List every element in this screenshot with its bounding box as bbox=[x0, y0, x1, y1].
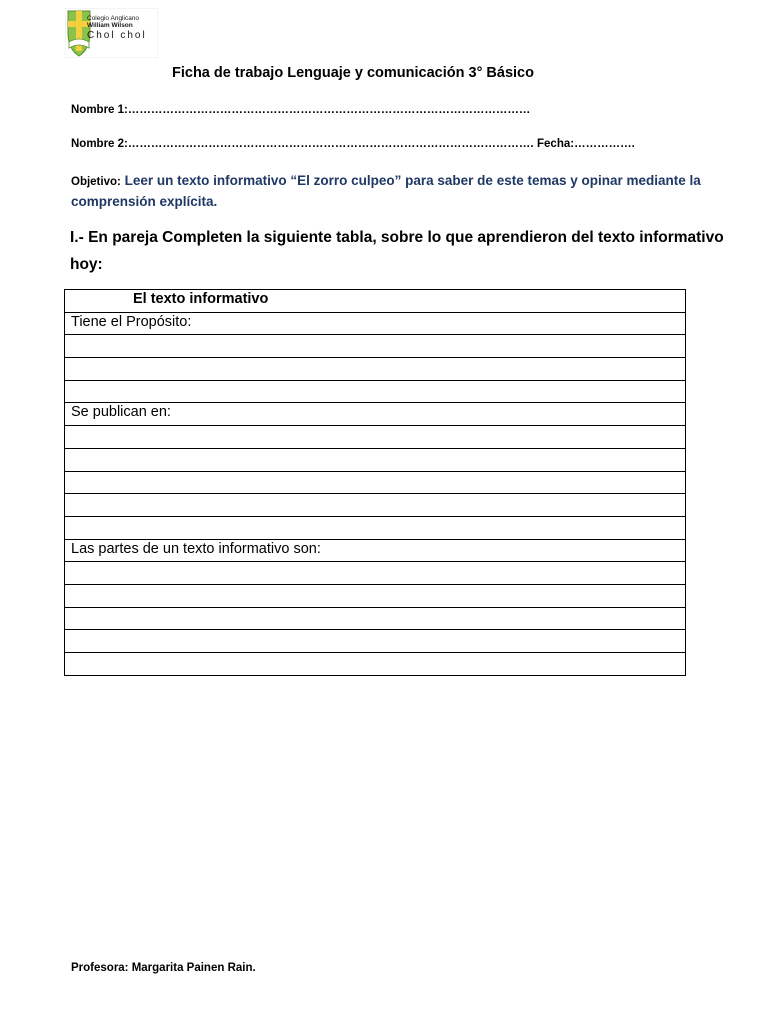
table-row bbox=[65, 448, 686, 471]
publican-label-cell: Se publican en: bbox=[65, 403, 686, 426]
worksheet-table bbox=[64, 289, 686, 676]
table-row bbox=[65, 653, 686, 676]
table-row bbox=[65, 380, 686, 403]
instruction-text: I.- En pareja Completen la siguiente tabla, sobre lo que aprendieron del texto informativo hoy: bbox=[70, 229, 724, 273]
partes-label-cell: Las partes de un texto informativo son: bbox=[65, 539, 686, 562]
logo-text bbox=[87, 16, 157, 41]
answer-cell[interactable] bbox=[65, 335, 686, 358]
proposito-label-cell: Tiene el Propósito: bbox=[65, 312, 686, 335]
table-row bbox=[65, 403, 686, 426]
answer-cell[interactable] bbox=[65, 630, 686, 653]
table-row bbox=[65, 516, 686, 539]
objective-block bbox=[71, 171, 731, 211]
table-header-row bbox=[65, 290, 686, 313]
table-row bbox=[65, 494, 686, 517]
table-row bbox=[65, 607, 686, 630]
answer-cell[interactable] bbox=[65, 494, 686, 517]
answer-cell[interactable] bbox=[65, 584, 686, 607]
table-row bbox=[65, 539, 686, 562]
answer-cell[interactable] bbox=[65, 653, 686, 676]
fecha-field[interactable]: Fecha:……………. bbox=[537, 138, 635, 150]
school-logo bbox=[65, 8, 158, 58]
answer-cell[interactable] bbox=[65, 562, 686, 585]
answer-cell[interactable] bbox=[65, 471, 686, 494]
nombre-2-field[interactable]: Nombre 2:……………………………………………………………………………………………. bbox=[71, 138, 534, 150]
objective-label: Objetivo: bbox=[71, 176, 121, 188]
table-row bbox=[65, 312, 686, 335]
logo-line-3: Chol chol bbox=[87, 29, 147, 41]
logo-line-1: Colegio Anglicano bbox=[87, 15, 140, 22]
teacher-footer: Profesora: Margarita Painen Rain. bbox=[71, 962, 256, 974]
table-row bbox=[65, 471, 686, 494]
objective-text: Leer un texto informativo “El zorro culpeo” para saber de este temas y opinar mediante la comprensión explícita. bbox=[71, 173, 701, 209]
answer-cell[interactable] bbox=[65, 448, 686, 471]
answer-cell[interactable] bbox=[65, 358, 686, 381]
logo-line-2: William Wilson bbox=[87, 21, 133, 29]
table-row bbox=[65, 335, 686, 358]
table-header-cell: El texto informativo bbox=[65, 290, 686, 313]
answer-cell[interactable] bbox=[65, 516, 686, 539]
nombre-1-field[interactable]: Nombre 1:…………………………………………………………………………………………… bbox=[71, 104, 531, 116]
table-row bbox=[65, 426, 686, 449]
table-row bbox=[65, 358, 686, 381]
table-row bbox=[65, 584, 686, 607]
table-row bbox=[65, 630, 686, 653]
table-row bbox=[65, 562, 686, 585]
answer-cell[interactable] bbox=[65, 380, 686, 403]
answer-cell[interactable] bbox=[65, 607, 686, 630]
worksheet-title: Ficha de trabajo Lenguaje y comunicación 3° Básico bbox=[172, 65, 534, 81]
answer-cell[interactable] bbox=[65, 426, 686, 449]
